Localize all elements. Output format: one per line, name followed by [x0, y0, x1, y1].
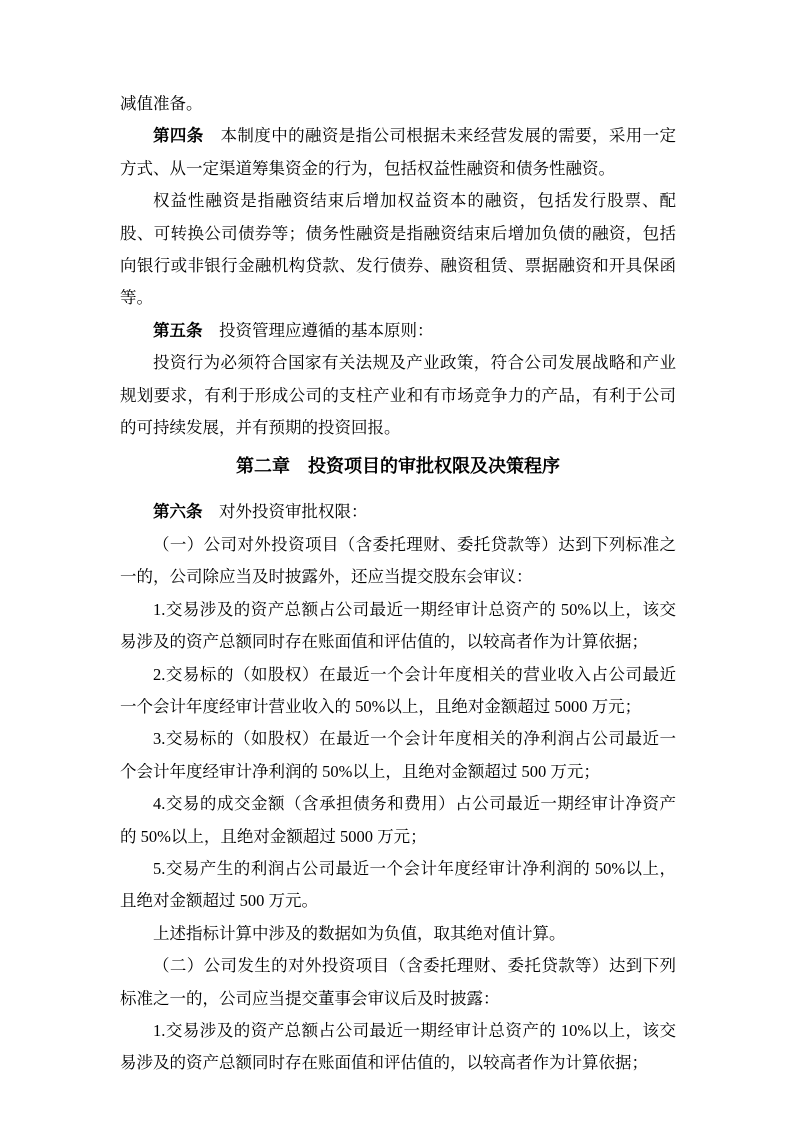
paragraph-investment-principles [120, 347, 676, 444]
paragraph-criterion-2 [120, 659, 676, 724]
paragraph-text: 对外投资审批权限： [202, 502, 368, 522]
article-5-number: 第五条 [153, 320, 203, 340]
paragraph-carryover [120, 88, 676, 120]
paragraph-article-4 [120, 120, 676, 185]
paragraph-text: 5.交易产生的利润占公司最近一个会计年度经审计净利润的 50%以上，且绝对金额超过 500 万元。 [120, 858, 676, 911]
paragraph-item-1-intro [120, 529, 676, 594]
paragraph-criterion-1 [120, 594, 676, 659]
chapter-2-heading: 第二章 投资项目的审批权限及决策程序 [236, 456, 560, 477]
paragraph-text: 1.交易涉及的资产总额占公司最近一期经审计总资产的 10%以上，该交易涉及的资产总额同时存在账面值和评估值的，以较高者作为计算依据； [120, 1020, 676, 1073]
paragraph-text: 2.交易标的（如股权）在最近一个会计年度相关的营业收入占公司最近一个会计年度经审计营业收入的 50%以上，且绝对金额超过 5000 万元； [120, 664, 676, 716]
paragraph-text: （二）公司发生的对外投资项目（含委托理财、委托贷款等）达到下列标准之一的，公司应当提交董事会审议后及时披露： [120, 956, 676, 1008]
paragraph-criterion-4 [120, 788, 676, 853]
paragraph-text: 投资管理应遵循的基本原则： [202, 320, 434, 340]
paragraph-text: 权益性融资是指融资结束后增加权益资本的融资，包括发行股票、配股、可转换公司债券等；债务性融资是指融资结束后增加负债的融资，包括向银行或非银行金融机构贷款、发行债券、融资租赁、票据融资和开具保函等。 [120, 191, 676, 308]
paragraph-text: 减值准备。 [120, 94, 203, 113]
paragraph-negative-value-note [120, 918, 676, 950]
article-6-number: 第六条 [153, 502, 203, 522]
paragraph-article-5 [120, 315, 676, 347]
paragraph-board-criterion-1 [120, 1015, 676, 1080]
paragraph-text: 1.交易涉及的资产总额占公司最近一期经审计总资产的 50%以上，该交易涉及的资产总额同时存在账面值和评估值的，以较高者作为计算依据； [120, 599, 676, 652]
paragraph-text: （一）公司对外投资项目（含委托理财、委托贷款等）达到下列标准之一的，公司除应当及时披露外，还应当提交股东会审议： [120, 534, 676, 587]
paragraph-text: 4.交易的成交金额（含承担债务和费用）占公司最近一期经审计净资产的 50%以上，且绝对金额超过 5000 万元； [120, 794, 676, 846]
paragraph-criterion-5 [120, 853, 676, 918]
paragraph-text: 上述指标计算中涉及的数据如为负值，取其绝对值计算。 [153, 923, 566, 943]
article-4-number: 第四条 [153, 126, 204, 146]
paragraph-equity-debt-financing [120, 185, 676, 315]
paragraph-text: 本制度中的融资是指公司根据未来经营发展的需要，采用一定方式、从一定渠道筹集资金的行为，包括权益性融资和债务性融资。 [120, 126, 677, 178]
paragraph-text: 投资行为必须符合国家有关法规及产业政策，符合公司发展战略和产业规划要求，有利于形成公司的支柱产业和有市场竞争力的产品，有利于公司的可持续发展，并有预期的投资回报。 [120, 353, 676, 438]
paragraph-article-6 [120, 496, 676, 528]
paragraph-item-2-intro [120, 950, 676, 1015]
paragraph-text: 3.交易标的（如股权）在最近一个会计年度相关的净利润占公司最近一个会计年度经审计净利润的 50%以上，且绝对金额超过 500 万元； [120, 729, 676, 781]
paragraph-criterion-3 [120, 723, 676, 788]
